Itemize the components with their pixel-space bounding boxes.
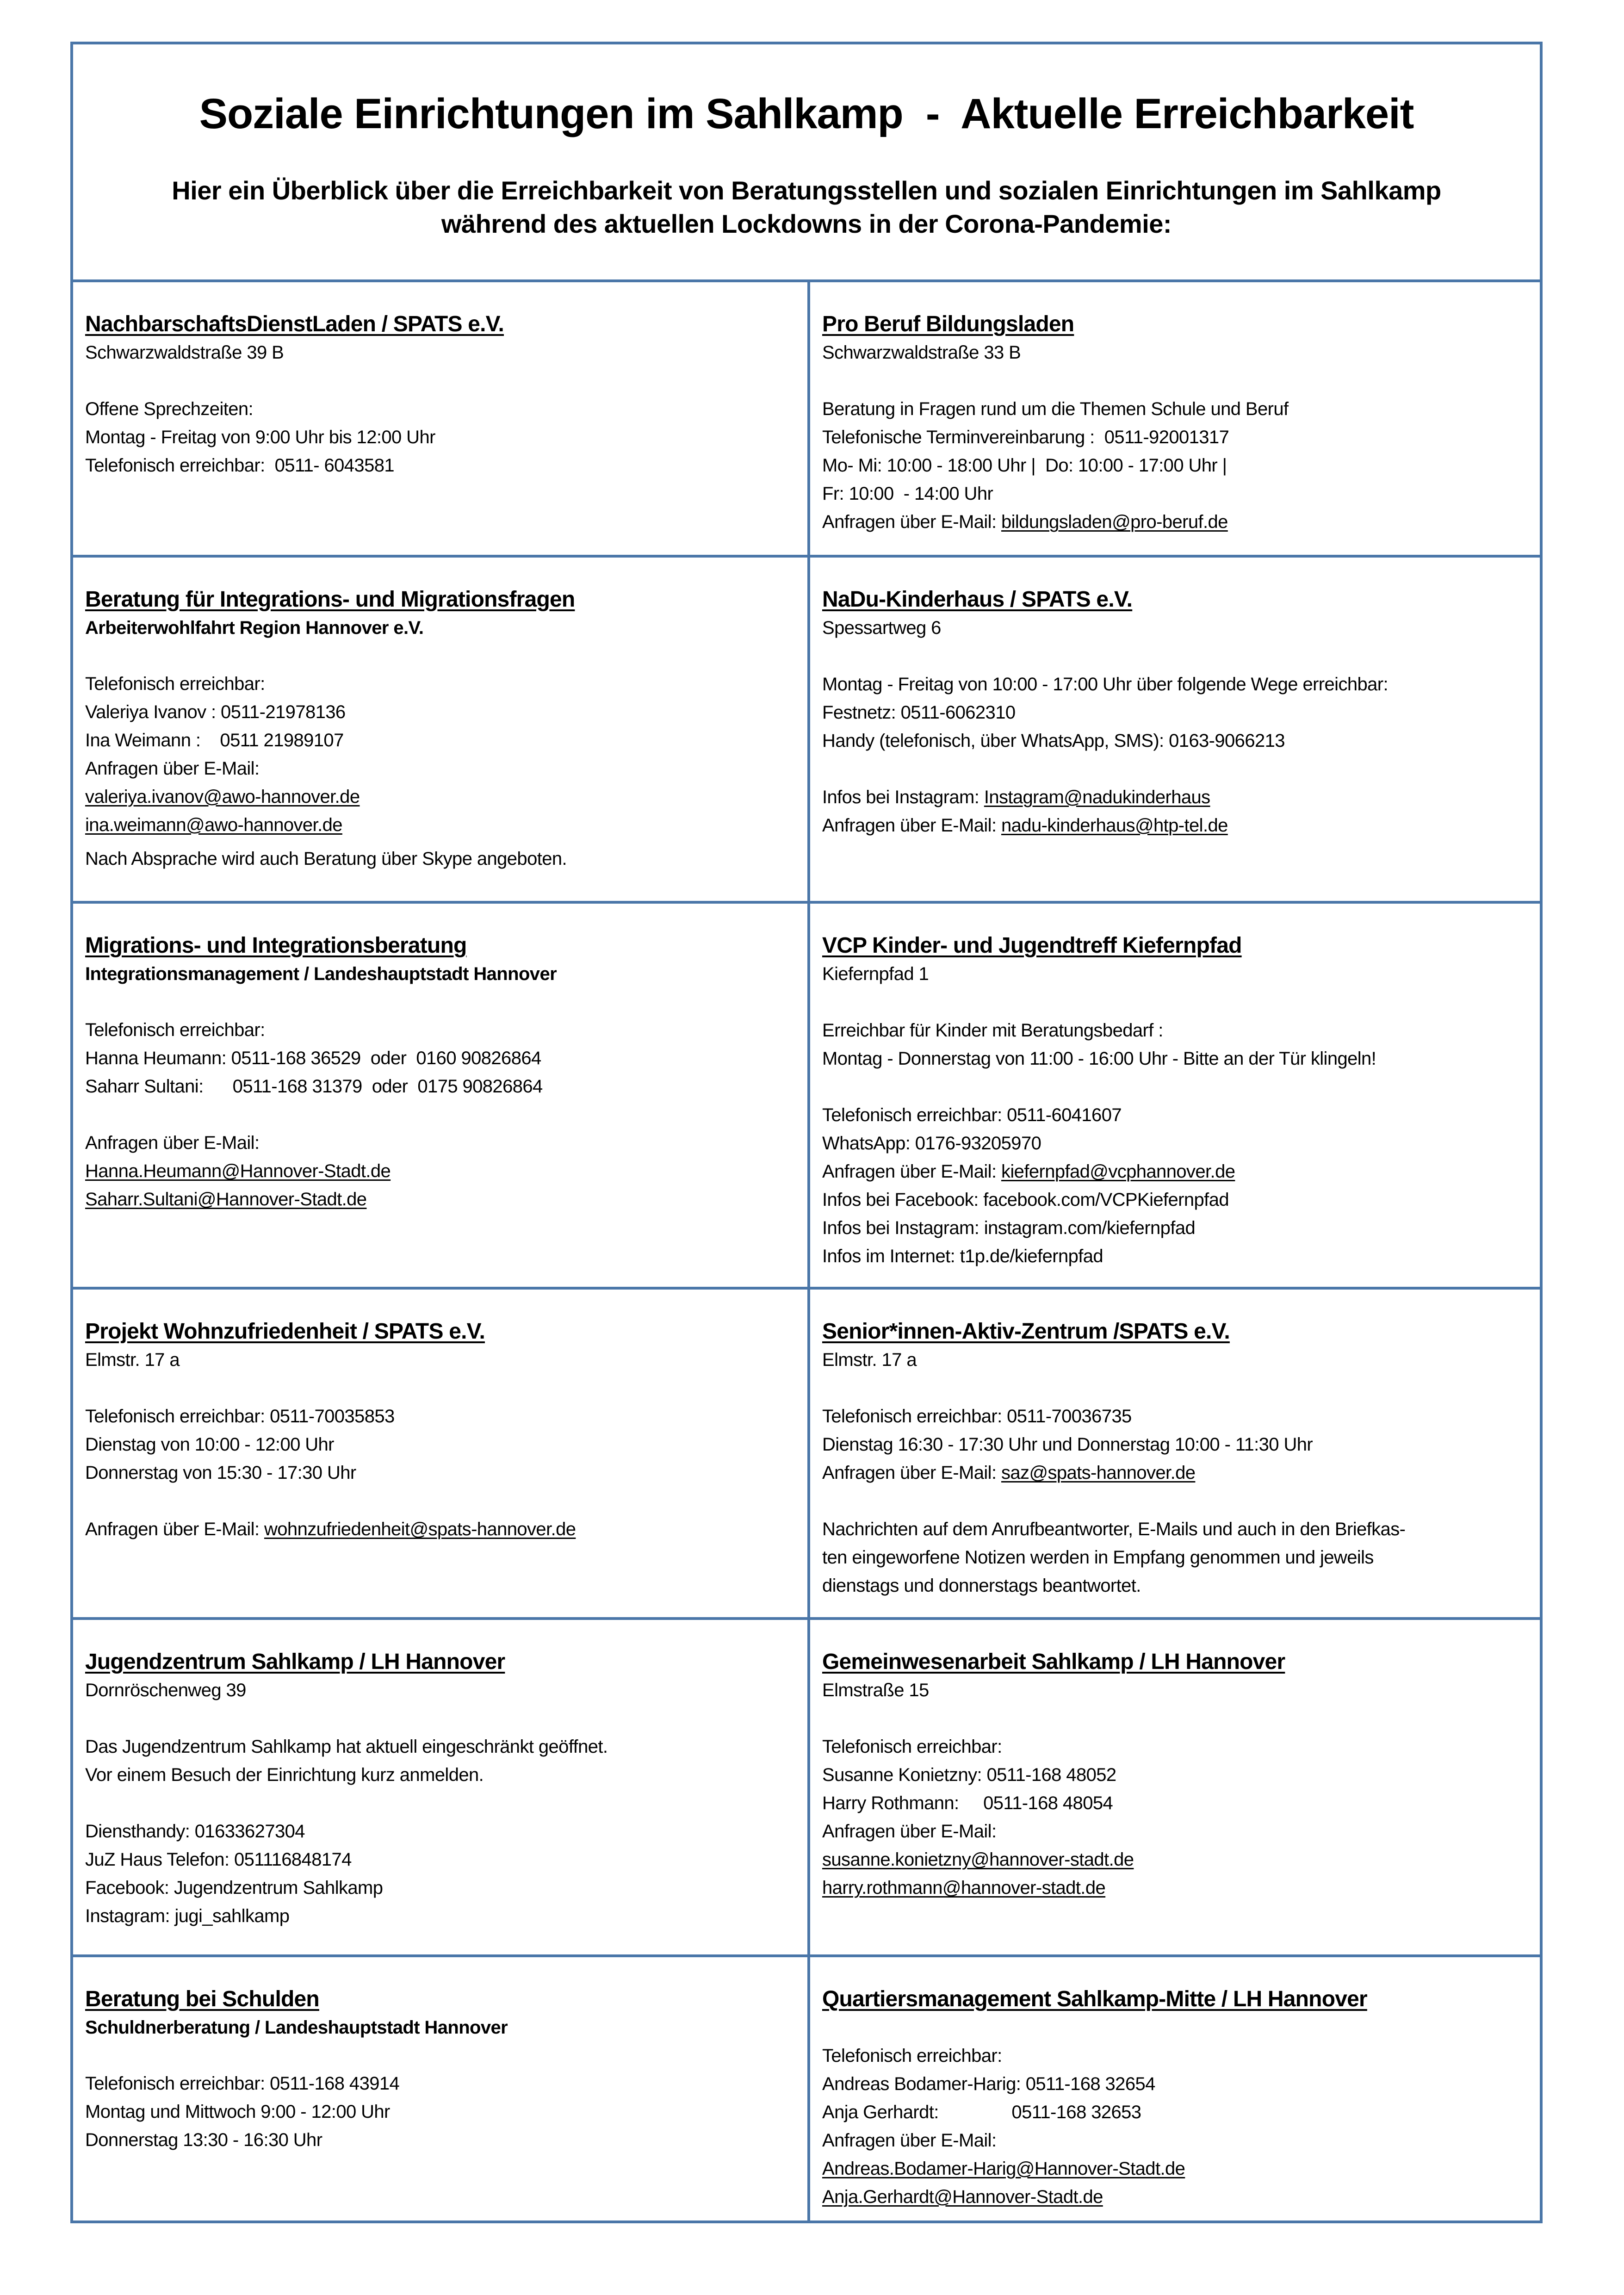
email-link[interactable]: Saharr.Sultani@Hannover-Stadt.de: [85, 1189, 367, 1210]
email-label: Anfragen über E-Mail:: [822, 2130, 997, 2151]
phone-line: Hanna Heumann: 0511-168 36529 oder 0160 90826864: [85, 1048, 541, 1069]
entry-address: Schwarzwaldstraße 39 B: [85, 342, 284, 363]
email-link[interactable]: Anja.Gerhardt@Hannover-Stadt.de: [822, 2187, 1103, 2208]
entry-name: Quartiersmanagement Sahlkamp-Mitte / LH Hannover: [822, 1987, 1367, 2012]
entry-gemeinwesenarbeit: [810, 1620, 1540, 1954]
phone-label: Telefonisch erreichbar:: [822, 1737, 1002, 1757]
intro-line-1: Hier ein Überblick über die Erreichbarkeit von Beratungsstellen und sozialen Einrichtungen im Sahlkamp: [172, 176, 1441, 205]
opening-hours: Montag - Donnerstag von 11:00 - 16:00 Uhr - Bitte an der Tür klingeln!: [822, 1048, 1376, 1069]
entry-name: Jugendzentrum Sahlkamp / LH Hannover: [85, 1650, 505, 1675]
phone-line: Susanne Konietzny: 0511-168 48052: [822, 1765, 1116, 1786]
email-label: Anfragen über E-Mail:: [85, 758, 260, 779]
entry-organization: Arbeiterwohlfahrt Region Hannover e.V.: [85, 617, 424, 638]
entry-name: NachbarschaftsDienstLaden / SPATS e.V.: [85, 312, 504, 337]
email-line: [822, 1158, 1529, 1186]
email-line: [822, 508, 1529, 536]
entry-name: Pro Beruf Bildungsladen: [822, 312, 1074, 337]
website-line: Infos im Internet: t1p.de/kiefernpfad: [822, 1246, 1103, 1267]
instagram-line: [822, 783, 1529, 812]
email-label: Anfragen über E-Mail:: [822, 512, 1001, 533]
entry-name: Senior*innen-Aktiv-Zentrum /SPATS e.V.: [822, 1319, 1230, 1344]
entry-name: Migrations- und Integrationsberatung: [85, 933, 467, 958]
entry-name: Projekt Wohnzufriedenheit / SPATS e.V.: [85, 1319, 485, 1344]
entry-address: Elmstr. 17 a: [85, 1350, 180, 1371]
entry-address: Dornröschenweg 39: [85, 1680, 246, 1701]
entry-nadu-kinderhaus: [810, 558, 1540, 901]
entry-wohnzufriedenheit: [73, 1290, 810, 1617]
phone-label: Telefonisch erreichbar:: [85, 1020, 265, 1041]
entry-migration-integration: [73, 904, 810, 1287]
phone-line: Festnetz: 0511-6062310: [822, 702, 1016, 723]
email-link[interactable]: wohnzufriedenheit@spats-hannover.de: [264, 1519, 576, 1540]
page-title: Soziale Einrichtungen im Sahlkamp - Aktuelle Erreichbarkeit: [199, 90, 1414, 137]
phone-line: Telefonisch erreichbar: 0511-168 43914: [85, 2073, 400, 2094]
entry-note: Nachrichten auf dem Anrufbeantworter, E-Mails und auch in den Briefkas-: [822, 1519, 1406, 1540]
entry-name: Beratung bei Schulden: [85, 1987, 319, 2012]
entry-name: Gemeinwesenarbeit Sahlkamp / LH Hannover: [822, 1650, 1285, 1675]
email-line: [822, 812, 1529, 840]
email-line: [822, 1459, 1529, 1487]
entry-awo-integration: [73, 558, 810, 901]
phone-line: Telefonisch erreichbar: 0511- 6043581: [85, 455, 395, 476]
entry-description: Beratung in Fragen rund um die Themen Schule und Beruf: [822, 399, 1289, 420]
table-row: [73, 1290, 1540, 1620]
phone-line: Diensthandy: 01633627304: [85, 1821, 305, 1842]
opening-hours: Donnerstag von 15:30 - 17:30 Uhr: [85, 1463, 356, 1483]
email-link[interactable]: valeriya.ivanov@awo-hannover.de: [85, 786, 360, 807]
email-link[interactable]: saz@spats-hannover.de: [1001, 1463, 1196, 1483]
email-link[interactable]: kiefernpfad@vcphannover.de: [1001, 1161, 1235, 1182]
entry-address: Elmstr. 17 a: [822, 1350, 917, 1371]
entry-schuldnerberatung: [73, 1957, 810, 2221]
entry-nachbarschaftsdienstladen: [73, 282, 810, 554]
entry-vcp-kiefernpfad: [810, 904, 1540, 1287]
email-label: Anfragen über E-Mail:: [822, 1821, 997, 1842]
phone-line: Anja Gerhardt: 0511-168 32653: [822, 2102, 1141, 2123]
facebook-line: Infos bei Facebook: facebook.com/VCPKiefernpfad: [822, 1190, 1229, 1210]
instagram-label: Infos bei Instagram:: [822, 787, 984, 807]
entry-name: VCP Kinder- und Jugendtreff Kiefernpfad: [822, 933, 1242, 958]
instagram-line: Instagram: jugi_sahlkamp: [85, 1906, 290, 1927]
phone-line: Ina Weimann : 0511 21989107: [85, 730, 344, 751]
email-label: Anfragen über E-Mail:: [822, 1463, 1001, 1483]
email-link[interactable]: ina.weimann@awo-hannover.de: [85, 814, 342, 835]
opening-hours: Dienstag von 10:00 - 12:00 Uhr: [85, 1434, 334, 1455]
entry-address: Kiefernpfad 1: [822, 964, 929, 985]
phone-line: Telefonisch erreichbar: 0511-70036735: [822, 1406, 1132, 1427]
phone-line: Telefonisch erreichbar: 0511-70035853: [85, 1406, 395, 1427]
entry-note: Das Jugendzentrum Sahlkamp hat aktuell eingeschränkt geöffnet.: [85, 1737, 608, 1757]
phone-line: Handy (telefonisch, über WhatsApp, SMS): 0163-9066213: [822, 730, 1285, 751]
whatsapp-line: WhatsApp: 0176-93205970: [822, 1133, 1041, 1154]
entry-organization: Schuldnerberatung / Landeshauptstadt Hannover: [85, 2017, 508, 2038]
intro-text: [101, 174, 1512, 241]
entry-organization: Integrationsmanagement / Landeshauptstadt Hannover: [85, 964, 557, 985]
intro-line-2: während des aktuellen Lockdowns in der Corona-Pandemie:: [441, 209, 1172, 238]
hours-label: Offene Sprechzeiten:: [85, 399, 254, 420]
opening-hours: Donnerstag 13:30 - 16:30 Uhr: [85, 2130, 322, 2151]
opening-hours: Mo- Mi: 10:00 - 18:00 Uhr | Do: 10:00 - 17:00 Uhr |: [822, 455, 1227, 476]
entry-name: NaDu-Kinderhaus / SPATS e.V.: [822, 587, 1133, 612]
entry-name: Beratung für Integrations- und Migrationsfragen: [85, 587, 575, 612]
email-link[interactable]: Andreas.Bodamer-Harig@Hannover-Stadt.de: [822, 2159, 1185, 2179]
entry-pro-beruf: [810, 282, 1540, 554]
table-row: [73, 904, 1540, 1290]
email-link[interactable]: bildungsladen@pro-beruf.de: [1001, 512, 1228, 533]
opening-hours: Fr: 10:00 - 14:00 Uhr: [822, 484, 993, 504]
email-label: Anfragen über E-Mail:: [85, 1519, 264, 1540]
document-header: [73, 44, 1540, 282]
entry-note: dienstags und donnerstags beantwortet.: [822, 1575, 1141, 1596]
entry-note: Nach Absprache wird auch Beratung über Skype angeboten.: [85, 848, 567, 869]
entry-address: Spessartweg 6: [822, 617, 941, 638]
email-line: [85, 1515, 796, 1544]
instagram-line: Infos bei Instagram: instagram.com/kiefernpfad: [822, 1218, 1196, 1239]
email-link[interactable]: nadu-kinderhaus@htp-tel.de: [1001, 815, 1228, 836]
opening-hours: Montag und Mittwoch 9:00 - 12:00 Uhr: [85, 2102, 390, 2122]
phone-line: Valeriya Ivanov : 0511-21978136: [85, 701, 346, 722]
phone-line: JuZ Haus Telefon: 051116848174: [85, 1849, 352, 1870]
phone-label: Telefonisch erreichbar:: [822, 2046, 1002, 2066]
phone-line: Saharr Sultani: 0511-168 31379 oder 0175 90826864: [85, 1076, 543, 1097]
entry-note: Vor einem Besuch der Einrichtung kurz anmelden.: [85, 1765, 484, 1786]
entry-jugendzentrum: [73, 1620, 810, 1954]
entry-address: Schwarzwaldstraße 33 B: [822, 342, 1021, 363]
phone-line: Telefonische Terminvereinbarung : 0511-92001317: [822, 427, 1229, 448]
opening-hours: Montag - Freitag von 10:00 - 17:00 Uhr über folgende Wege erreichbar:: [822, 674, 1388, 695]
opening-hours: Dienstag 16:30 - 17:30 Uhr und Donnerstag 10:00 - 11:30 Uhr: [822, 1434, 1313, 1455]
phone-line: Harry Rothmann: 0511-168 48054: [822, 1793, 1113, 1814]
phone-label: Telefonisch erreichbar:: [85, 673, 265, 694]
phone-line: Telefonisch erreichbar: 0511-6041607: [822, 1105, 1122, 1126]
entry-note: ten eingeworfene Notizen werden in Empfang genommen und jeweils: [822, 1547, 1374, 1568]
entry-address: Elmstraße 15: [822, 1680, 929, 1701]
email-link[interactable]: susanne.konietzny@hannover-stadt.de: [822, 1849, 1134, 1870]
email-link[interactable]: harry.rothmann@hannover-stadt.de: [822, 1878, 1106, 1898]
instagram-link[interactable]: Instagram@nadukinderhaus: [984, 787, 1210, 807]
reach-label: Erreichbar für Kinder mit Beratungsbedarf :: [822, 1020, 1163, 1041]
facebook-line: Facebook: Jugendzentrum Sahlkamp: [85, 1878, 383, 1898]
email-link[interactable]: Hanna.Heumann@Hannover-Stadt.de: [85, 1161, 391, 1182]
entry-senioren-zentrum: [810, 1290, 1540, 1617]
phone-line: Andreas Bodamer-Harig: 0511-168 32654: [822, 2074, 1155, 2095]
opening-hours: Montag - Freitag von 9:00 Uhr bis 12:00 Uhr: [85, 427, 435, 448]
email-label: Anfragen über E-Mail:: [822, 815, 1001, 836]
email-label: Anfragen über E-Mail:: [822, 1161, 1001, 1182]
document-frame: [70, 42, 1543, 2223]
table-row: [73, 558, 1540, 904]
email-label: Anfragen über E-Mail:: [85, 1133, 260, 1154]
table-row: [73, 282, 1540, 557]
entry-quartiersmanagement: [810, 1957, 1540, 2221]
table-row: [73, 1620, 1540, 1957]
table-row: [73, 1957, 1540, 2221]
